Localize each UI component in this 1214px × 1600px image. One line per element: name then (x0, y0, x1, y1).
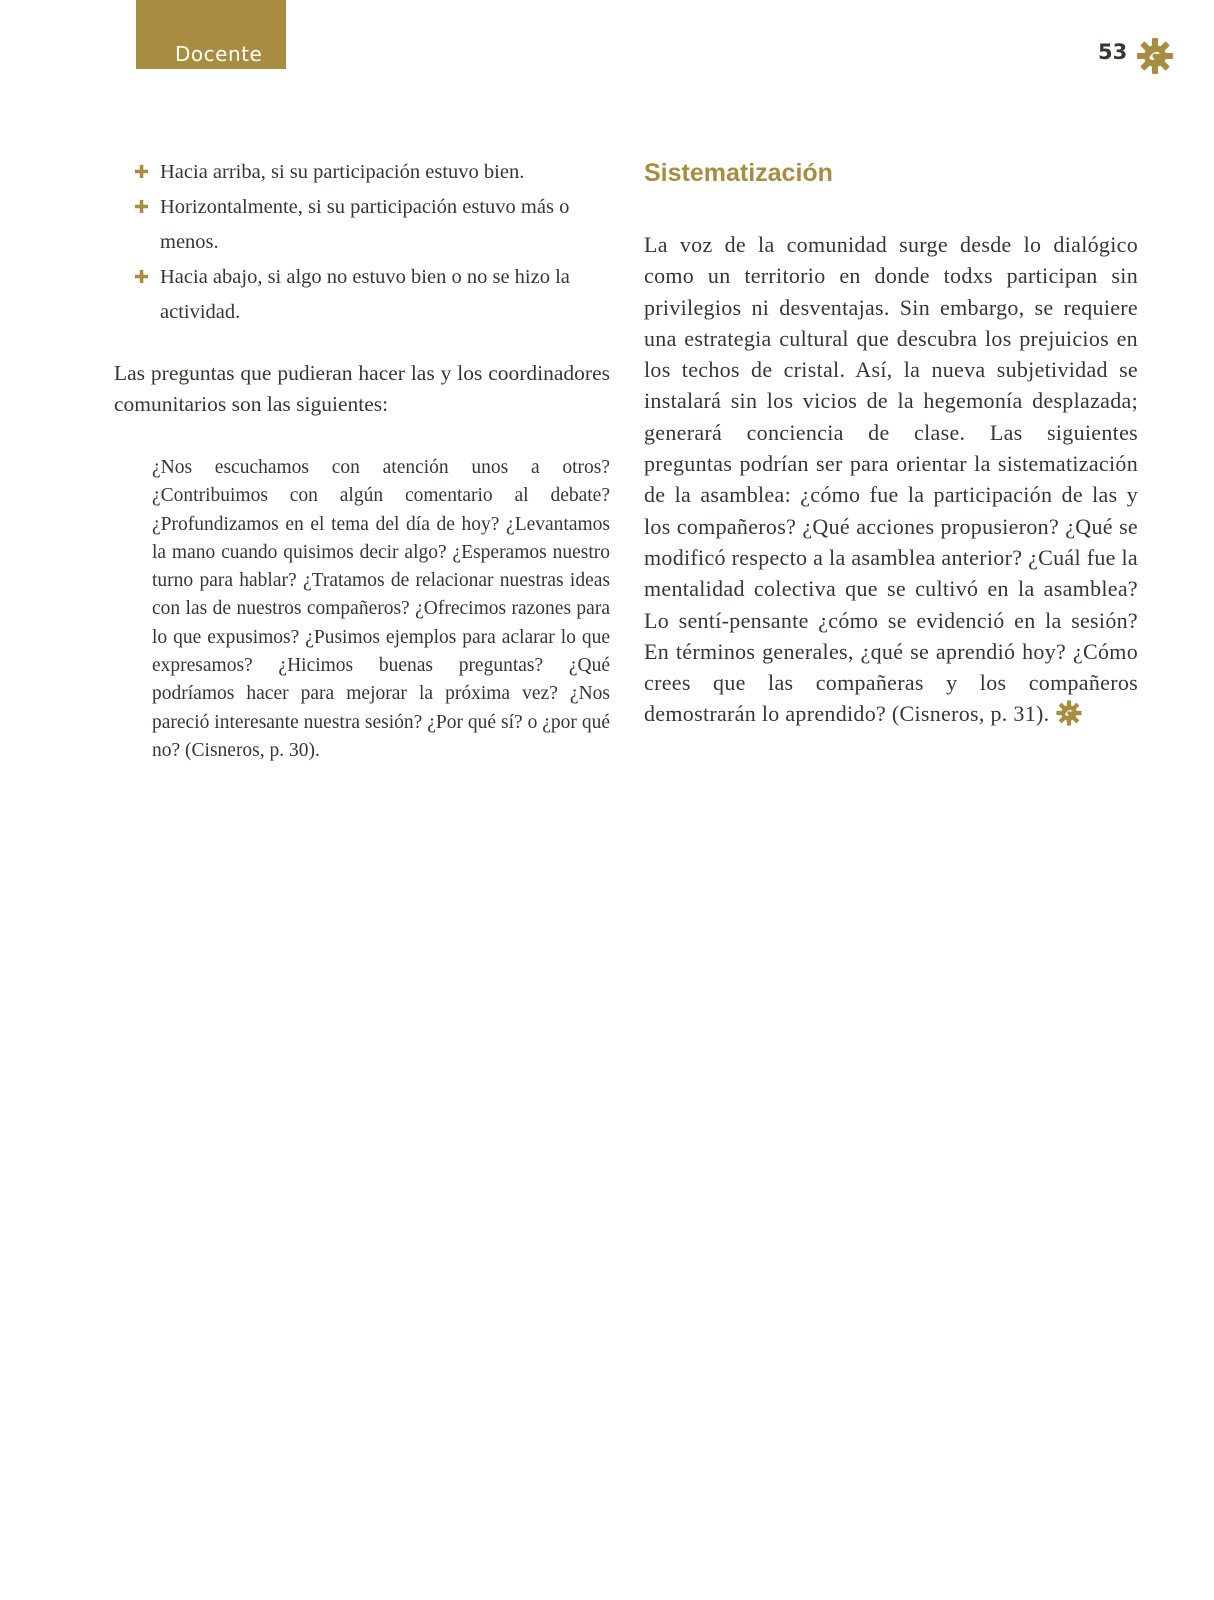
cog-flower-icon (1135, 36, 1175, 76)
body-text: La voz de la comunidad surge desde lo dialógico como un territorio en donde todxs participan sin privilegios ni desventajas. Sin embargo, se requiere una estrategia cultural que descubra los prejuicios en los techos de cristal. Así, la nueva subjetividad se instalará sin los vicios de la hegemonía desplazada; generará conciencia de clase. Las siguientes preguntas podrían ser para orientar la sistematización de la asamblea: ¿cómo fue la participación de las y los compañeros? ¿Qué acciones propusieron? ¿Qué se modificó respecto a la asamblea anterior? ¿Cuál fue la mentalidad colectiva que se cultivó en la asamblea? Lo sentí-pensante ¿cómo se evidenció en la sesión? En términos generales, ¿qué se aprendió hoy? ¿Cómo crees que las compañeras y los compañeros demostrarán lo aprendido? (Cisneros, p. 31). (644, 232, 1138, 727)
page-number: 53 (1098, 40, 1128, 64)
intro-paragraph: Las preguntas que pudieran hacer las y los coordinadores comunitarios son las siguientes: (114, 361, 610, 416)
list-item (134, 260, 610, 330)
cog-flower-end-icon (1055, 699, 1083, 727)
list-item (134, 190, 610, 260)
left-column (114, 155, 610, 765)
section-label: Docente (175, 42, 263, 66)
header-section-tab (136, 0, 286, 69)
plus-bullet-icon: ✚ (134, 197, 150, 218)
bullet-text: Hacia arriba, si su participación estuvo bien. (160, 161, 525, 183)
right-column (644, 155, 1138, 730)
body-paragraph (644, 229, 1138, 730)
bullet-text: Horizontalmente, si su participación estuvo más o menos. (160, 196, 570, 253)
evaluation-bullet-list (114, 155, 610, 330)
plus-bullet-icon: ✚ (134, 162, 150, 183)
list-item (134, 155, 610, 190)
block-quote: ¿Nos escuchamos con atención unos a otros? ¿Contribuimos con algún comentario al debate? ¿Profundizamos en el tema del día de hoy? ¿Levantamos la mano cuando quisimos decir algo? ¿Esperamos nuestro turno para hablar? ¿Tratamos de relacionar nuestras ideas con las de nuestros compañeros? ¿Ofrecimos razones para lo que expusimos? ¿Pusimos ejemplos para aclarar lo que expresamos? ¿Hicimos buenas preguntas? ¿Qué podríamos hacer para mejorar la próxima vez? ¿Nos pareció interesante nuestra sesión? ¿Por qué sí? o ¿por qué no? (Cisneros, p. 30). (152, 457, 610, 761)
plus-bullet-icon: ✚ (134, 267, 150, 288)
bullet-text: Hacia abajo, si algo no estuvo bien o no se hizo la actividad. (160, 266, 570, 323)
section-title: Sistematización (644, 159, 833, 187)
